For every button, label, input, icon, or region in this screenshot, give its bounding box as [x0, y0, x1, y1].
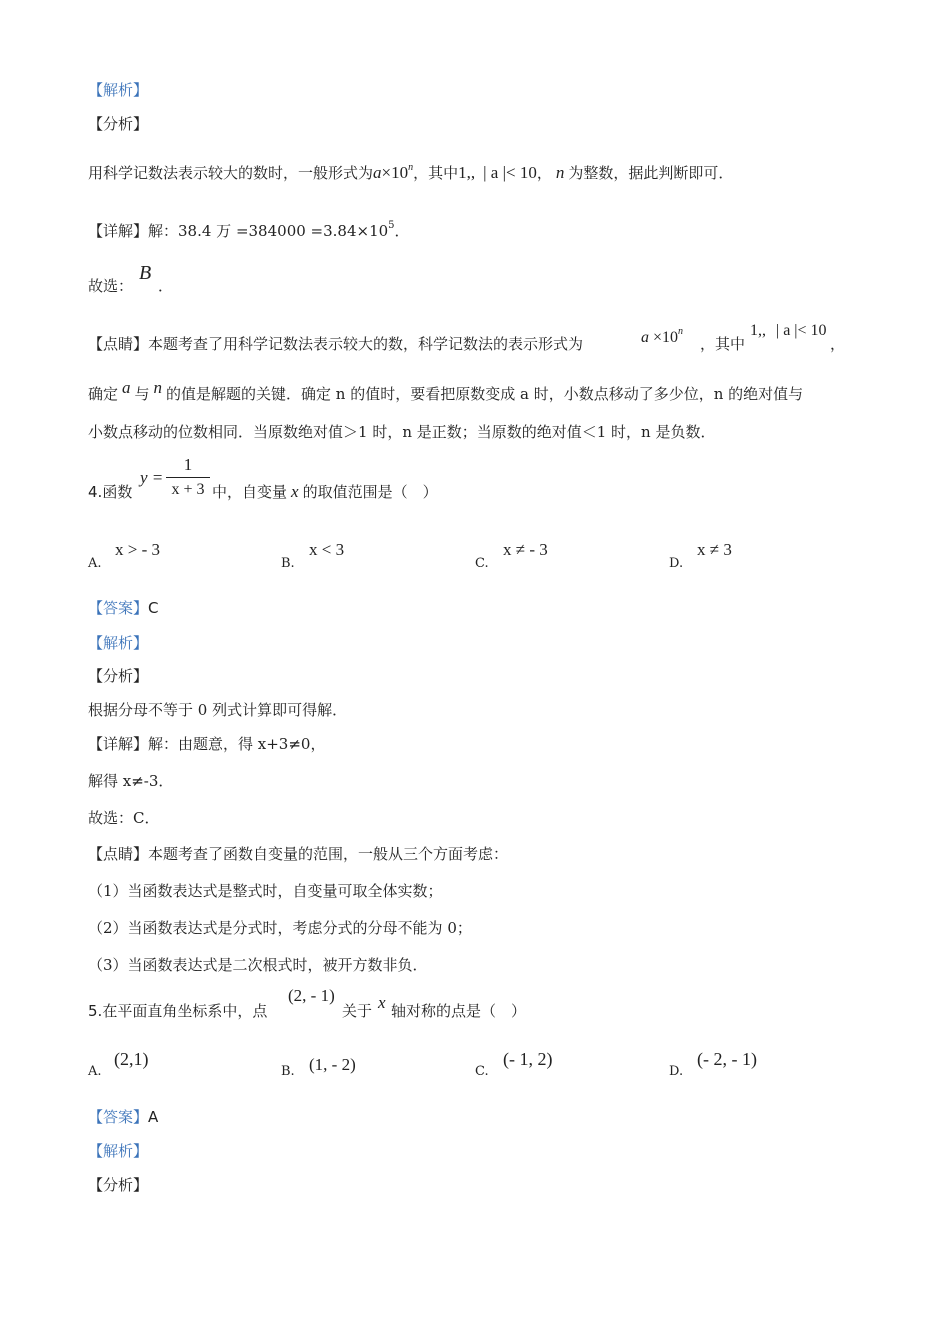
- q4-frac-num: 1: [183, 455, 193, 474]
- q4-option-d-label: D.: [669, 556, 684, 571]
- q4-point-1: （1）当函数表达式是整式时，自变量可取全体实数；: [88, 882, 443, 900]
- q4-frac-bar: [166, 477, 210, 478]
- q4-option-a-label: A.: [88, 556, 102, 571]
- q4-option-c-label: C.: [475, 556, 489, 571]
- choice-letter: B: [139, 262, 152, 284]
- comment-line-2: 确定 a 与 n 的值是解题的关键．确定 n 的值时，要看把原数变成 a 时，小数点移动了多少位，n 的绝对值与: [88, 378, 804, 403]
- q5-option-a: (2,1): [114, 1049, 149, 1069]
- comment-sci-form: $a \times 10^n$: [641, 326, 684, 346]
- q5-option-b-label: B.: [281, 1064, 295, 1079]
- choice-end: ．: [158, 277, 174, 295]
- q4-stem: 4.函数: [88, 483, 133, 501]
- comment-range: 1,, | a |< 10: [750, 322, 827, 339]
- q4-analysis-text: 根据分母不等于 0 列式计算即可得解．: [88, 701, 348, 719]
- analysis-heading: 【解析】: [88, 81, 149, 99]
- q5-stem-c: 轴对称的点是（ ）: [391, 1002, 527, 1020]
- q4-solve: 解得 x≠-3．: [88, 772, 174, 790]
- q4-option-a: x > - 3: [115, 540, 160, 559]
- q5-stem: 5.在平面直角坐标系中，点: [88, 1002, 268, 1020]
- q4-choice: 故选：C．: [88, 809, 160, 827]
- comment-end: ，: [830, 335, 846, 353]
- q4-fenxi-heading: 【分析】: [88, 667, 149, 685]
- q4-option-c: x ≠ - 3: [503, 540, 548, 559]
- q4-point-3: （3）当函数表达式是二次根式时，被开方数非负．: [88, 956, 428, 974]
- comment-mid: ，其中: [700, 335, 746, 353]
- q5-answer: 【答案】A: [88, 1108, 159, 1126]
- q5-analysis-heading: 【解析】: [88, 1142, 149, 1160]
- q4-analysis-heading: 【解析】: [88, 634, 149, 652]
- q5-option-a-label: A.: [88, 1064, 102, 1079]
- q4-answer: 【答案】C: [88, 599, 159, 617]
- comment-line-3: 小数点移动的位数相同．当原数绝对值＞1 时，n 是正数；当原数的绝对值＜1 时，n 是负数．: [88, 423, 716, 441]
- q4-option-b: x < 3: [309, 540, 345, 559]
- q4-option-d: x ≠ 3: [697, 540, 732, 559]
- q4-comment: 【点睛】本题考查了函数自变量的范围，一般从三个方面考虑：: [88, 845, 509, 863]
- q5-option-b: (1, - 2): [309, 1055, 356, 1074]
- q4-frac-den: x + 3: [171, 481, 205, 498]
- q4-func-y: y =: [140, 468, 164, 487]
- q5-option-d-label: D.: [669, 1064, 684, 1079]
- q4-detail: 【详解】解：由题意，得 x+3≠0，: [88, 735, 326, 753]
- q5-option-d: (- 2, - 1): [697, 1049, 757, 1069]
- comment-line-1: 【点睛】本题考查了用科学记数法表示较大的数，科学记数法的表示形式为: [88, 335, 584, 353]
- q5-fenxi-heading: 【分析】: [88, 1176, 149, 1194]
- q4-point-2: （2）当函数表达式是分式时，考虑分式的分母不能为 0；: [88, 919, 472, 937]
- q4-option-b-label: B.: [281, 556, 295, 571]
- q5-stem-b: 关于: [342, 1002, 373, 1020]
- q5-option-c: (- 1, 2): [503, 1049, 553, 1069]
- q5-point: (2, - 1): [288, 986, 335, 1005]
- choice-line: 故选：: [88, 277, 134, 295]
- detail-text: 【详解】解：38.4 万 $=384000 =3.84\times 10^5$．: [88, 220, 410, 240]
- q5-option-c-label: C.: [475, 1064, 489, 1079]
- analysis-text: 用科学记数法表示较大的数时，一般形式为$a\times 10^n$，其中1,, | a |< 10， n 为整数，据此判断即可．: [88, 162, 734, 182]
- q5-var-x: x: [378, 993, 386, 1012]
- q4-stem-cont: 中，自变量 x 的取值范围是（ ）: [212, 482, 438, 501]
- fenxi-heading: 【分析】: [88, 115, 149, 133]
